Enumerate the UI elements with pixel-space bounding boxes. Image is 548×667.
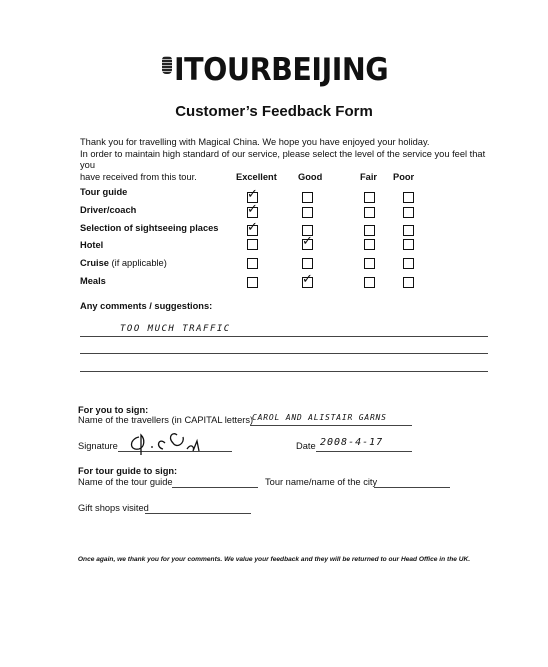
row-label-tour-guide: Tour guide — [80, 187, 128, 197]
column-header-fair: Fair — [360, 172, 378, 182]
date-label: Date — [296, 441, 316, 451]
traveller-names-line[interactable] — [250, 425, 412, 426]
checkbox-good[interactable] — [302, 192, 313, 203]
sign-heading: For you to sign: — [78, 405, 149, 415]
checkbox-fair[interactable] — [364, 225, 375, 236]
logo-text: ITOURBEIJING — [174, 52, 389, 88]
comment-line[interactable] — [80, 371, 488, 372]
traveller-names-value: CAROL AND ALISTAIR GARNS — [252, 413, 387, 422]
checkbox-fair[interactable] — [364, 207, 375, 218]
row-label-driver-coach: Driver/coach — [80, 205, 137, 215]
footer-note: Once again, we thank you for your comments. We value your feedback and they will be returned to our Head Office in the UK. — [77, 556, 471, 563]
checkbox-poor[interactable] — [403, 207, 414, 218]
comments-handwritten: TOO MUCH TRAFFIC — [120, 324, 231, 334]
row-label-cruise-text: Cruise — [80, 258, 109, 268]
checkbox-poor[interactable] — [403, 239, 414, 250]
checkbox-poor[interactable] — [403, 277, 414, 288]
row-label-sightseeing: Selection of sightseeing places — [80, 223, 219, 233]
tour-name-label: Tour name/name of the city — [265, 477, 378, 487]
checkbox-excellent[interactable] — [247, 239, 258, 250]
traveller-names-label: Name of the travellers (in CAPITAL letters) — [78, 415, 254, 425]
checkmark-icon: ✓ — [302, 234, 313, 249]
row-label-cruise-note: (if applicable) — [111, 258, 167, 268]
row-label-cruise — [80, 258, 167, 268]
tour-name-line[interactable] — [374, 487, 450, 488]
guide-name-label: Name of the tour guide — [78, 477, 173, 487]
checkbox-fair[interactable] — [364, 192, 375, 203]
checkbox-poor[interactable] — [403, 192, 414, 203]
checkmark-icon: ✓ — [247, 187, 258, 202]
row-label-meals: Meals — [80, 276, 106, 286]
column-header-good: Good — [298, 172, 323, 182]
gift-shops-label: Gift shops visited — [78, 503, 149, 513]
checkmark-icon: ✓ — [302, 272, 313, 287]
scribble-mark-icon — [162, 56, 172, 74]
signature-label: Signature — [78, 441, 118, 451]
date-value: 2008-4-17 — [320, 437, 384, 448]
checkbox-fair[interactable] — [364, 258, 375, 269]
checkmark-icon: ✓ — [247, 202, 258, 217]
intro-line: have received from this tour. — [80, 171, 197, 182]
signature-drawing — [125, 429, 235, 457]
intro-paragraph — [80, 137, 500, 183]
checkbox-good[interactable] — [302, 258, 313, 269]
column-header-poor: Poor — [393, 172, 415, 182]
checkbox-excellent[interactable] — [247, 258, 258, 269]
guide-name-line[interactable] — [172, 487, 258, 488]
checkbox-good[interactable] — [302, 234, 313, 250]
comment-line[interactable] — [80, 336, 488, 337]
comments-label: Any comments / suggestions: — [80, 301, 213, 311]
checkbox-excellent[interactable] — [247, 202, 258, 218]
checkbox-excellent[interactable] — [247, 277, 258, 288]
checkbox-poor[interactable] — [403, 258, 414, 269]
checkmark-icon: ✓ — [247, 220, 258, 235]
checkbox-good[interactable] — [302, 272, 313, 288]
form-title: Customer’s Feedback Form — [175, 103, 373, 120]
checkbox-excellent[interactable] — [247, 220, 258, 236]
gift-shops-line[interactable] — [145, 513, 251, 514]
checkbox-fair[interactable] — [364, 277, 375, 288]
column-header-excellent: Excellent — [236, 172, 277, 182]
date-line[interactable] — [316, 451, 412, 452]
intro-line: In order to maintain high standard of our service, please select the level of the service you feel that you — [80, 148, 486, 170]
logo — [160, 52, 400, 96]
guide-heading: For tour guide to sign: — [78, 466, 178, 476]
checkbox-good[interactable] — [302, 207, 313, 218]
comment-line[interactable] — [80, 353, 488, 354]
checkbox-poor[interactable] — [403, 225, 414, 236]
row-label-hotel: Hotel — [80, 240, 104, 250]
intro-line: Thank you for travelling with Magical China. We hope you have enjoyed your holiday. — [80, 137, 430, 147]
checkbox-fair[interactable] — [364, 239, 375, 250]
